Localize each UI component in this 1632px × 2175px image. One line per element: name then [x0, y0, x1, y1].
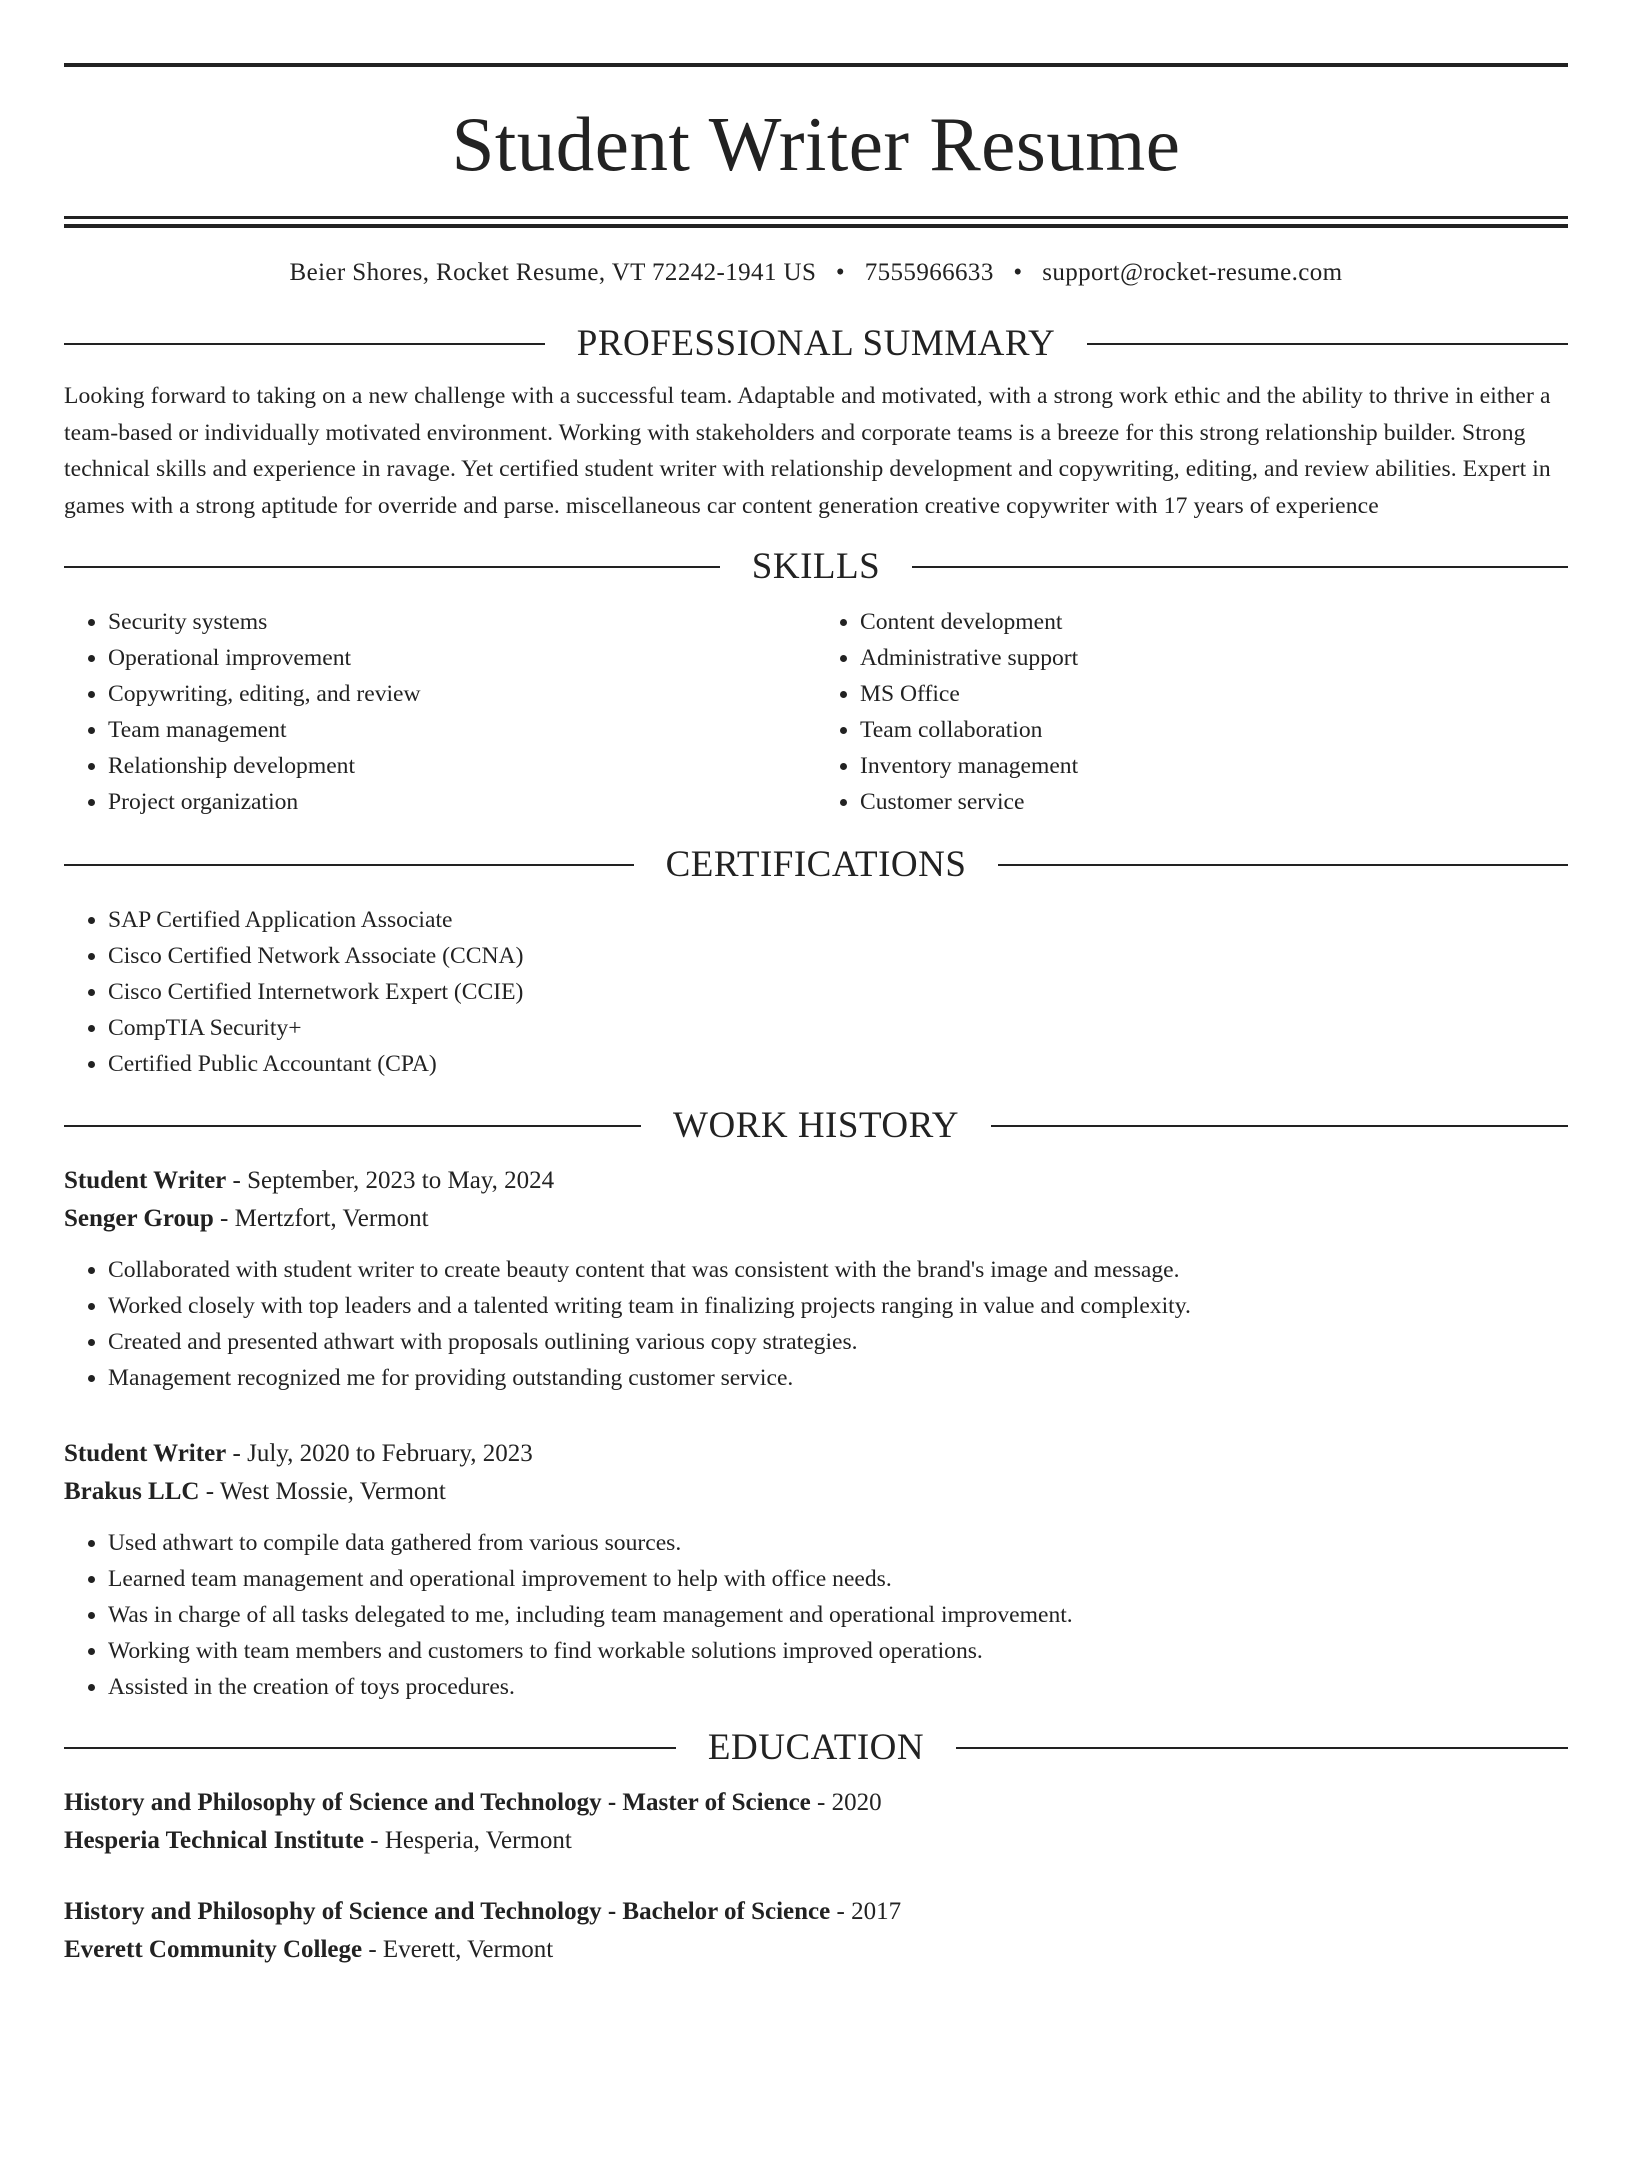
work-section-heading: [64, 1107, 1568, 1144]
job-place-line: [64, 1473, 1568, 1511]
heading-rule: [912, 566, 1568, 568]
heading-rule: [64, 864, 634, 866]
work-heading-label: WORK HISTORY: [673, 1105, 959, 1146]
job-bullet: • Was in charge of all tasks delegated to me, including team management and operational improvement.: [108, 1597, 1568, 1633]
certification-item: • Cisco Certified Internetwork Expert (CCIE): [108, 974, 1568, 1010]
skill-item: • Copywriting, editing, and review: [108, 676, 816, 712]
job-location: - Mertzfort, Vermont: [213, 1205, 429, 1232]
education-degree-line: [64, 1893, 1568, 1931]
job-location: - West Mossie, Vermont: [199, 1478, 446, 1505]
job-title: Student Writer: [64, 1440, 227, 1467]
contact-separator: •: [1013, 259, 1023, 286]
skill-item: • Security systems: [108, 604, 816, 640]
job-company: Brakus LLC: [64, 1478, 200, 1505]
job-title-line: [64, 1435, 1568, 1473]
summary-text: Looking forward to taking on a new challenge with a successful team. Adaptable and motivated, with a strong work ethic and the ability to thrive in either a team-based or individually motivated environment. Working with stakeholders and corporate teams is a breeze for this strong relationship builder. Strong technical skills and experience in ravage. Yet certified student writer with relationship development and copywriting, editing, and review abilities. Expert in games with a strong aptitude for override and parse. miscellaneous car content generation creative copywriter with 17 years of experience: [64, 383, 1551, 519]
title-double-rule: [64, 216, 1568, 228]
certifications-section-heading: [64, 846, 1568, 883]
job-bullet: • Learned team management and operational improvement to help with office needs.: [108, 1561, 1568, 1597]
job-bullet: • Assisted in the creation of toys procedures.: [108, 1669, 1568, 1705]
job-company: Senger Group: [64, 1205, 214, 1232]
skill-item: • Relationship development: [108, 748, 816, 784]
skills-section-heading: [64, 548, 1568, 585]
education-location: - Everett, Vermont: [362, 1936, 554, 1963]
education-school: Everett Community College: [64, 1936, 363, 1963]
skill-item: • Customer service: [860, 784, 1568, 820]
job-bullet: • Management recognized me for providing outstanding customer service.: [108, 1360, 1568, 1396]
resume-page: [0, 63, 1632, 2175]
education-school-line: [64, 1822, 1568, 1860]
contact-line: [64, 259, 1568, 287]
job-bullets: [64, 1525, 1568, 1705]
skill-item: • Team management: [108, 712, 816, 748]
certification-item: • Cisco Certified Network Associate (CCNA): [108, 938, 1568, 974]
skills-column-left: [64, 604, 816, 820]
job-entry: [64, 1435, 1568, 1705]
contact-separator: •: [835, 259, 846, 286]
education-school: Hesperia Technical Institute: [64, 1827, 365, 1854]
education-degree: History and Philosophy of Science and Technology - Master of Science: [64, 1789, 811, 1816]
skills-column-right: [816, 604, 1568, 820]
contact-phone: 7555966633: [864, 259, 994, 286]
education-entry: [64, 1784, 1568, 1860]
job-title: Student Writer: [64, 1167, 227, 1194]
heading-rule: [956, 1747, 1568, 1749]
heading-rule: [64, 1125, 641, 1127]
summary-section-heading: [64, 325, 1568, 362]
education-section-heading: [64, 1729, 1568, 1766]
heading-rule: [64, 1747, 676, 1749]
heading-rule: [1087, 343, 1568, 345]
job-dates: - July, 2020 to February, 2023: [226, 1440, 533, 1467]
education-degree: History and Philosophy of Science and Technology - Bachelor of Science: [64, 1898, 831, 1925]
job-dates: - September, 2023 to May, 2024: [226, 1167, 555, 1194]
skills-list: [64, 604, 1568, 820]
skill-item: • Content development: [860, 604, 1568, 640]
summary-heading-label: PROFESSIONAL SUMMARY: [576, 323, 1056, 364]
heading-rule: [998, 864, 1568, 866]
top-rule: [64, 63, 1568, 67]
education-year: - 2017: [830, 1898, 902, 1925]
heading-rule: [64, 566, 720, 568]
job-title-line: [64, 1162, 1568, 1200]
job-bullet: • Used athwart to compile data gathered from various sources.: [108, 1525, 1568, 1561]
skill-item: • MS Office: [860, 676, 1568, 712]
skills-heading-label: SKILLS: [751, 546, 881, 587]
job-entry: [64, 1162, 1568, 1396]
skill-item: • Inventory management: [860, 748, 1568, 784]
education-school-line: [64, 1931, 1568, 1969]
certification-item: • Certified Public Accountant (CPA): [108, 1046, 1568, 1082]
education-degree-line: [64, 1784, 1568, 1822]
education-entry: [64, 1893, 1568, 1969]
certifications-heading-label: CERTIFICATIONS: [665, 844, 967, 885]
skill-item: • Team collaboration: [860, 712, 1568, 748]
job-bullet: • Working with team members and customers to find workable solutions improved operations.: [108, 1633, 1568, 1669]
education-location: - Hesperia, Vermont: [364, 1827, 572, 1854]
skill-item: • Operational improvement: [108, 640, 816, 676]
job-bullet: • Worked closely with top leaders and a talented writing team in finalizing projects ranging in value and complexity.: [108, 1288, 1568, 1324]
contact-address: Beier Shores, Rocket Resume, VT 72242-1941 US: [289, 259, 817, 286]
certification-item: • SAP Certified Application Associate: [108, 902, 1568, 938]
job-bullet: • Created and presented athwart with proposals outlining various copy strategies.: [108, 1324, 1568, 1360]
resume-title: Student Writer Resume: [451, 101, 1181, 187]
heading-rule: [64, 343, 545, 345]
certification-item: • CompTIA Security+: [108, 1010, 1568, 1046]
skill-item: • Project organization: [108, 784, 816, 820]
contact-email: support@rocket-resume.com: [1042, 259, 1343, 286]
education-heading-label: EDUCATION: [707, 1727, 925, 1768]
job-place-line: [64, 1200, 1568, 1238]
skill-item: • Administrative support: [860, 640, 1568, 676]
heading-rule: [991, 1125, 1568, 1127]
education-year: - 2020: [810, 1789, 882, 1816]
certifications-list: [64, 902, 1568, 1082]
job-bullets: [64, 1252, 1568, 1396]
job-bullet: • Collaborated with student writer to create beauty content that was consistent with the brand's image and message.: [108, 1252, 1568, 1288]
